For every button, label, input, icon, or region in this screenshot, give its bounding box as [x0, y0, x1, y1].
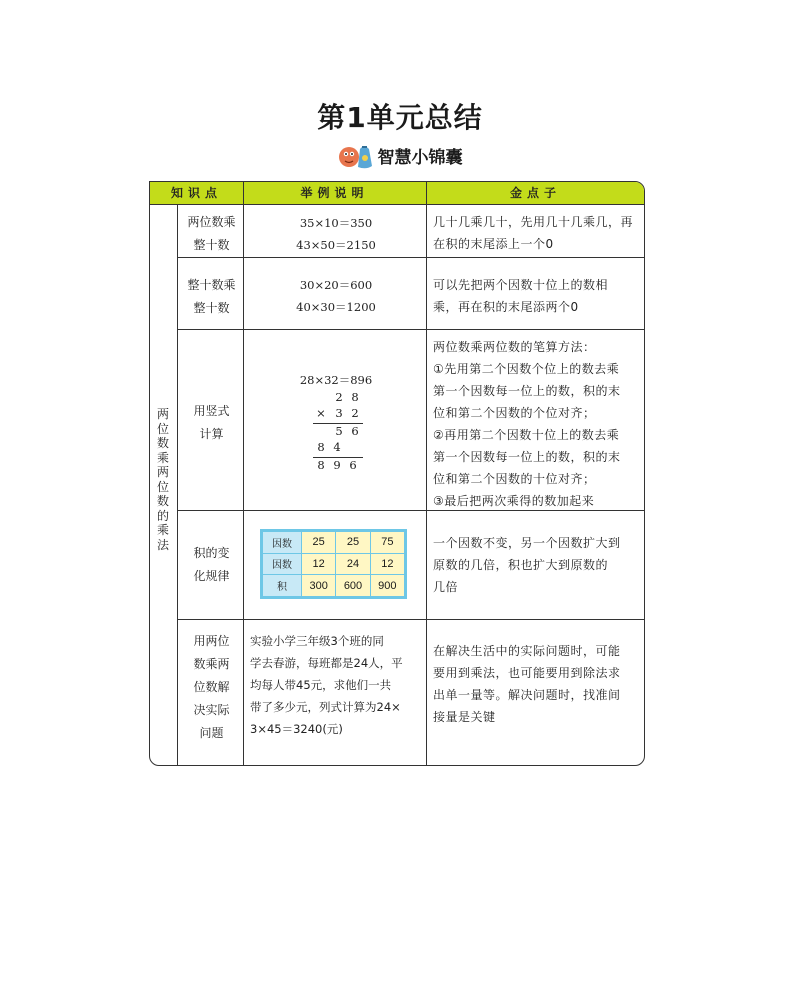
tip-1: 几十几乘几十，先用几十几乘几，再 在积的末尾添上一个0 — [433, 215, 634, 251]
table-row — [263, 575, 405, 597]
knowledge-point-5: 用两位 数乘两 位数解 决实际 问题 — [193, 634, 230, 740]
example-3-equation: 28×32＝896 — [299, 373, 373, 387]
topic-char: 法 — [156, 537, 169, 552]
table-cell: 25 — [302, 532, 336, 554]
tip-4: 一个因数不变，另一个因数扩大到 原数的几倍，积也扩大到原数的 几倍 — [433, 536, 621, 594]
grid-line — [177, 329, 645, 330]
table-row — [263, 553, 405, 575]
topic-char: 数 — [156, 436, 169, 450]
vertical-calculation: 2 8 × 3 2 5 6 8 4 8 9 6 — [305, 390, 385, 470]
table-cell: 600 — [336, 575, 370, 597]
topic-label — [154, 407, 172, 552]
header-knowledge: 知识点 — [170, 186, 222, 200]
grid-line — [177, 204, 178, 766]
header-example: 举例说明 — [300, 186, 369, 200]
topic-char: 乘 — [156, 523, 169, 537]
mascot-bag-icon — [338, 140, 376, 170]
row-label: 因数 — [263, 553, 302, 575]
table-cell: 24 — [336, 553, 370, 575]
page-title: 第1单元总结 — [317, 101, 483, 134]
table-header — [150, 182, 644, 205]
summary-table — [149, 181, 645, 766]
topic-char: 乘 — [156, 450, 169, 465]
tip-3: 两位数乘两位数的笔算方法： ①先用第二个因数个位上的数去乘 第一个因数每一位上的数，积的末 位和第二个因数的个位对齐； ②再用第二个因数十位上的数去乘 第一个因数每一位上的数，积的末 位和第二个因数的十位对齐； ③最后把两次乘得的数加起来 — [433, 340, 621, 508]
knowledge-point-3: 用竖式 计算 — [193, 404, 230, 441]
subtitle-text: 智慧小锦囊 — [377, 147, 463, 168]
grid-line — [426, 182, 427, 766]
table-row — [263, 532, 405, 554]
subtitle — [0, 140, 800, 170]
row-label: 因数 — [263, 532, 302, 554]
knowledge-point-4: 积的变 化规律 — [193, 546, 230, 583]
tip-5: 在解决生活中的实际问题时，可能 要用到乘法，也可能要用到除法求 出单一量等。解决问题时，找准间 接量是关键 — [433, 644, 621, 724]
table-cell: 900 — [370, 575, 404, 597]
product-table — [260, 529, 407, 599]
topic-char: 的 — [156, 508, 169, 523]
knowledge-point-1: 两位数乘 整十数 — [187, 215, 236, 252]
grid-line — [177, 619, 645, 620]
header-tips: 金点子 — [509, 186, 561, 200]
grid-line — [177, 257, 645, 258]
example-5: 实验小学三年级3个班的同 学去春游，每班都是24人，平 均每人带45元，求他们一共 带了多少元，列式计算为24× 3×45＝3240(元) — [250, 634, 403, 736]
topic-char: 两 — [156, 465, 169, 479]
topic-char: 两 — [156, 407, 169, 421]
table-cell: 300 — [302, 575, 336, 597]
example-1: 35×10＝350 43×50＝2150 — [296, 216, 376, 252]
example-2: 30×20＝600 40×30＝1200 — [296, 278, 376, 314]
grid-line — [243, 182, 244, 766]
table-cell: 12 — [370, 553, 404, 575]
row-label: 积 — [263, 575, 302, 597]
topic-char: 位 — [156, 479, 169, 494]
table-cell: 12 — [302, 553, 336, 575]
tip-2: 可以先把两个因数十位上的数相 乘，再在积的末尾添两个0 — [433, 278, 609, 314]
table-cell: 75 — [370, 532, 404, 554]
table-cell: 25 — [336, 532, 370, 554]
topic-char: 数 — [156, 494, 169, 508]
knowledge-point-2: 整十数乘 整十数 — [187, 278, 236, 315]
topic-char: 位 — [156, 421, 169, 436]
